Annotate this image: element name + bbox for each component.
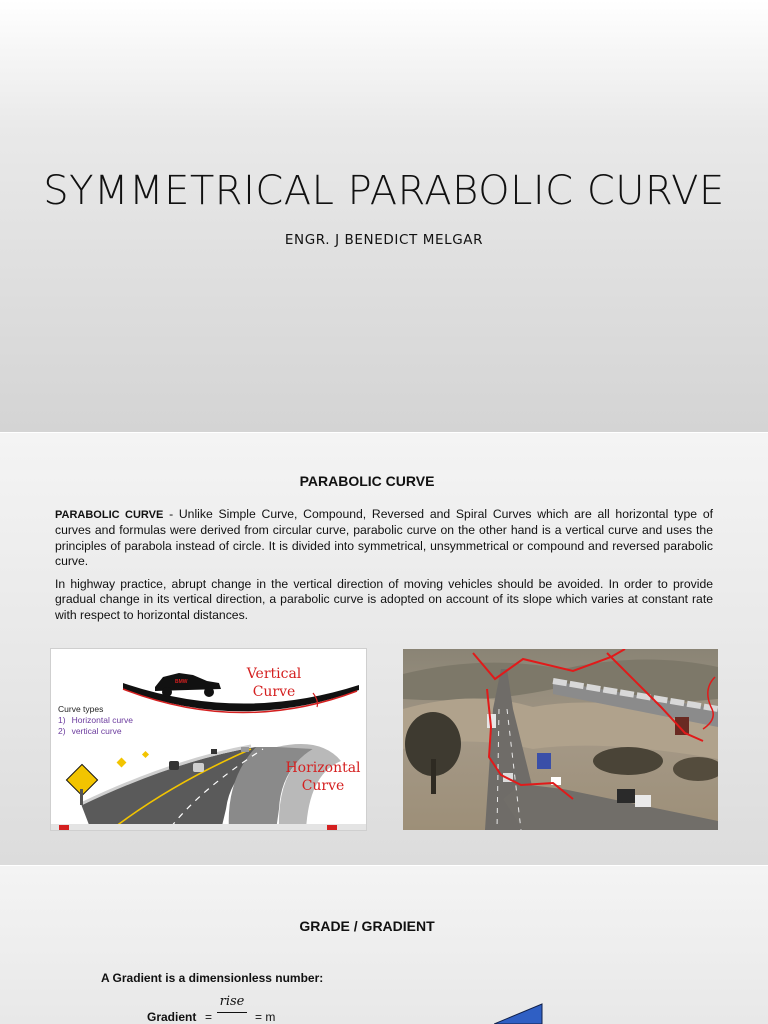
curve-type-label: Horizontal curve bbox=[71, 715, 133, 725]
defined-term: PARABOLIC CURVE bbox=[55, 509, 164, 521]
definition-paragraph bbox=[55, 507, 713, 570]
curve-type-item bbox=[58, 715, 133, 726]
curve-types-heading: Curve types bbox=[58, 704, 104, 714]
highway-practice-paragraph: In highway practice, abrupt change in the vertical direction of moving vehicles should be avoided. In order to provide gradual change in its vertical direction, a parabolic curve is adopted on account of its slope which varies at constant rate with respect to horizontal distances. bbox=[55, 577, 713, 622]
curve-type-number: 1) bbox=[58, 715, 66, 725]
car-badge: BMW bbox=[175, 679, 188, 685]
slide-subtitle: ENGR. J BENEDICT MELGAR bbox=[284, 232, 484, 248]
horizontal-label-line-2: Curve bbox=[301, 778, 345, 794]
title-slide bbox=[0, 0, 768, 432]
parabolic-curve-slide bbox=[0, 433, 768, 865]
vertical-curve-label bbox=[237, 665, 311, 701]
gradient-slide bbox=[0, 866, 768, 1024]
curve-type-label: vertical curve bbox=[71, 726, 122, 736]
formula-result: = m bbox=[255, 1010, 276, 1024]
horizontal-curve-label bbox=[283, 759, 363, 795]
curve-types-list bbox=[58, 704, 133, 737]
slide-title: SYMMETRICAL PARABOLIC CURVE bbox=[43, 168, 725, 214]
highway-photo-graphic bbox=[403, 649, 718, 830]
definition-text: - Unlike Simple Curve, Compound, Reversed and Spiral Curves which are all horizontal type of curves and formulas were derived from circular curve, parabolic curve on the other hand is a vertical curve and uses the principles of parabola instead of circle. It is divided into symmetrical, unsymmetrical or compound and reversed parabolic curve. bbox=[55, 507, 713, 569]
formula-numerator: rise bbox=[219, 994, 245, 1009]
curve-type-number: 2) bbox=[58, 726, 66, 736]
formula-equals: = bbox=[205, 1010, 213, 1024]
curve-type-item bbox=[58, 726, 133, 737]
fraction-bar bbox=[217, 1012, 247, 1013]
slope-triangle-icon bbox=[494, 1002, 546, 1024]
curve-illustration-graphic bbox=[51, 649, 366, 830]
curve-types-illustration bbox=[50, 648, 367, 831]
vertical-label-line-2: Curve bbox=[252, 684, 296, 700]
slide-heading: PARABOLIC CURVE bbox=[299, 473, 435, 489]
vertical-label-line-1: Vertical bbox=[246, 666, 302, 682]
slide-heading: GRADE / GRADIENT bbox=[299, 918, 435, 934]
gradient-definition: A Gradient is a dimensionless number: bbox=[101, 971, 324, 985]
highway-photo bbox=[403, 649, 718, 830]
horizontal-label-line-1: Horizontal bbox=[285, 760, 361, 776]
formula-fraction bbox=[217, 994, 247, 1013]
formula-label: Gradient bbox=[147, 1010, 197, 1024]
